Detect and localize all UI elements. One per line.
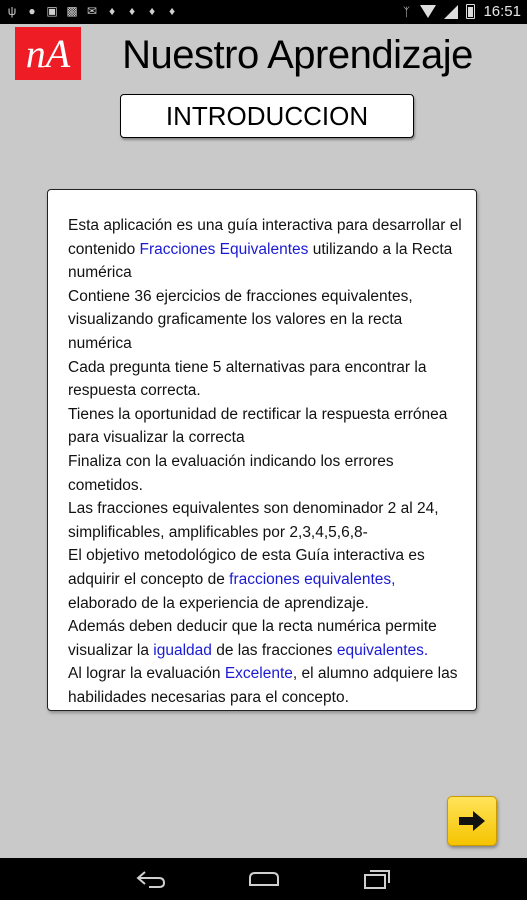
next-button[interactable] [447,796,497,846]
app-logo: nA [15,27,81,80]
game-icon: ♦ [108,4,116,18]
navigation-bar [0,858,527,900]
notification-icons [6,4,178,18]
game-icon: ♦ [168,4,176,18]
highlight-igualdad: igualdad [153,641,212,659]
signal-icon [444,5,458,19]
intro-paragraph: El objetivo metodológico de esta Guía interactiva es adquirir el concepto de [68,547,425,588]
highlight-equivalentes: equivalentes. [336,641,429,659]
recent-apps-icon [362,868,392,890]
section-title-button[interactable]: INTRODUCCION [120,94,414,138]
game-icon: ♦ [148,4,156,18]
wifi-icon [420,5,436,18]
arrow-right-icon [457,809,487,833]
intro-paragraph: Cada pregunta tiene 5 alternativas para encontrar la respuesta correcta. [68,358,427,400]
image-icon: ▣ [46,4,58,18]
intro-paragraph: utilizando a la Recta numérica [68,240,453,282]
system-icons [400,3,521,20]
intro-paragraph: Finaliza con la evaluación indicando los errores cometidos. [68,452,394,494]
intro-paragraph: Al lograr la evaluación [68,665,225,683]
game-icon: ♦ [128,4,136,18]
intro-content-card [47,189,477,711]
back-button[interactable] [131,866,171,892]
home-icon [247,870,281,888]
intro-paragraph: Tienes la oportunidad de rectificar la respuesta errónea para visualizar la correcta [68,405,448,447]
status-bar [0,0,527,24]
recent-apps-button[interactable] [357,866,397,892]
intro-paragraph: Las fracciones equivalentes son denominador 2 al 24, simplificables, amplificables por 2,3,4,5,6,8- [68,500,439,541]
gallery-icon: ▩ [66,4,78,18]
usb-icon: ψ [7,4,17,18]
home-button[interactable] [244,866,284,892]
battery-icon [466,4,475,19]
intro-paragraph: elaborado de la experiencia de aprendizaje. [68,594,369,612]
highlight-excelente: Excelente [224,665,293,683]
intro-text [68,214,462,709]
intro-paragraph: de las fracciones [211,641,337,659]
intro-paragraph: Además deben deducir que la recta numérica permite visualizar la [68,618,437,659]
back-icon [135,869,167,889]
highlight-fracciones-equivalentes: Fracciones Equivalentes [139,240,309,258]
android-icon: ● [28,4,36,18]
highlight-fracciones-equivalentes: fracciones equivalentes, [229,570,396,588]
mail-icon: ✉ [86,4,98,18]
intro-paragraph: , el alumno adquiere las habilidades necesarias para el concepto. [68,665,458,706]
intro-paragraph: Esta aplicación es una guía interactiva para desarrollar el contenido [68,217,462,258]
app-title: Nuestro Aprendizaje [122,33,473,77]
clock: 16:51 [483,3,521,20]
bluetooth-icon: ᛉ [402,4,411,19]
intro-paragraph: Contiene 36 ejercicios de fracciones equivalentes, visualizando graficamente los valores en la recta numérica [68,287,413,352]
